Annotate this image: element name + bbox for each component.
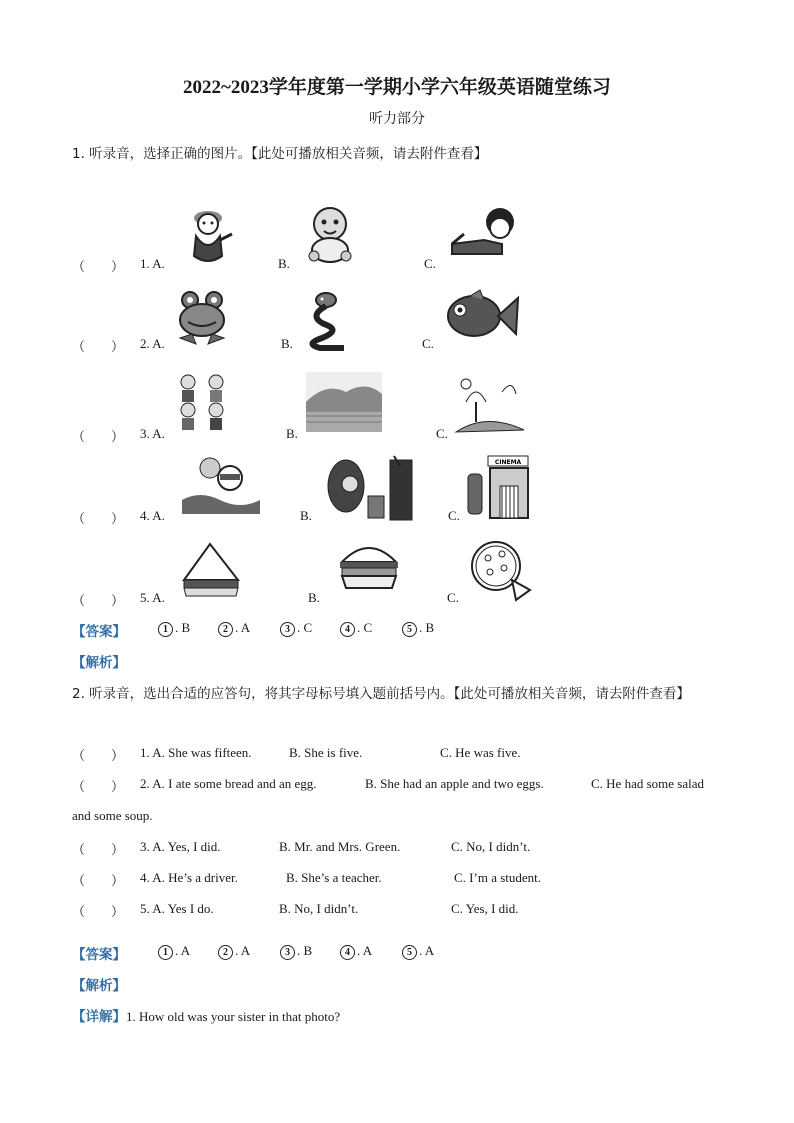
q2-row-1-a: 1. A. She was fifteen. xyxy=(140,745,252,760)
answer-blank[interactable]: （ ） xyxy=(72,593,125,608)
analysis-label: 【解析】 xyxy=(72,655,126,671)
circled-number: 1 xyxy=(158,622,173,637)
answer-item xyxy=(402,943,434,960)
answer-value: . A xyxy=(357,943,373,958)
q2-row-2-c: C. He had some salad xyxy=(591,776,705,791)
page-title: 2022~2023学年度第一学期小学六年级英语随堂练习 xyxy=(183,77,611,98)
answer-value: . A xyxy=(175,943,191,958)
q2-row-3-a: 3. A. Yes, I did. xyxy=(140,839,221,854)
snake-icon xyxy=(300,290,352,357)
question-2-prompt: 2. 听录音，选出合适的应答句，将其字母标号填入题前括号内。【此处可播放相关音频，请去附件查看】 xyxy=(72,686,690,702)
answer-label: 【答案】 xyxy=(72,624,126,640)
q1-row-4-b: B. xyxy=(300,508,312,523)
answer-item xyxy=(402,620,434,637)
answer-item xyxy=(218,620,250,637)
q2-row-2-continuation: and some soup. xyxy=(72,808,153,823)
circled-number: 2 xyxy=(218,622,233,637)
answer-item xyxy=(158,620,190,637)
children-playing-icon xyxy=(172,372,234,437)
detail-label: 【详解】 xyxy=(72,1009,126,1025)
answer-value: . B xyxy=(419,620,435,635)
answer-item xyxy=(280,943,312,960)
cinema-icon xyxy=(466,456,532,523)
lake-scene-icon xyxy=(446,372,528,441)
answer-blank[interactable]: （ ） xyxy=(72,873,125,888)
hamburger-icon xyxy=(338,540,400,597)
frog-icon xyxy=(176,290,228,353)
answer-blank[interactable]: （ ） xyxy=(72,429,125,444)
q2-row-2-a: 2. A. I ate some bread and an egg. xyxy=(140,776,317,791)
answer-item xyxy=(340,620,372,637)
q1-row-4-a: 4. A. xyxy=(140,508,165,523)
q1-row-5-b: B. xyxy=(308,590,320,605)
answer-item xyxy=(218,943,250,960)
circled-number: 2 xyxy=(218,945,233,960)
answer-label: 【答案】 xyxy=(72,947,126,963)
fish-icon xyxy=(444,290,520,347)
q2-row-4-a: 4. A. He’s a driver. xyxy=(140,870,238,885)
answer-blank[interactable]: （ ） xyxy=(72,842,125,857)
q1-row-3-a: 3. A. xyxy=(140,426,165,441)
question-1-prompt: 1. 听录音，选择正确的图片。【此处可播放相关音频，请去附件查看】 xyxy=(72,146,488,162)
q1-row-1-b: B. xyxy=(278,256,290,271)
landscape-photo-icon xyxy=(306,372,382,437)
q2-row-3-b: B. Mr. and Mrs. Green. xyxy=(279,839,401,854)
answer-value: . B xyxy=(297,943,313,958)
boy-swimming-icon xyxy=(180,456,262,519)
q2-row-5-b: B. No, I didn’t. xyxy=(279,901,359,916)
q1-row-5-c: C. xyxy=(447,590,459,605)
boy-lying-icon xyxy=(444,204,526,267)
q2-row-3-c: C. No, I didn’t. xyxy=(451,839,531,854)
q2-row-1-c: C. He was five. xyxy=(440,745,521,760)
q1-row-1-a: 1. A. xyxy=(140,256,165,271)
q1-row-2-c: C. xyxy=(422,336,434,351)
q2-row-5-a: 5. A. Yes I do. xyxy=(140,901,214,916)
circled-number: 4 xyxy=(340,622,355,637)
sandwich-icon xyxy=(180,540,242,603)
circled-number: 5 xyxy=(402,622,417,637)
q1-row-4-c: C. xyxy=(448,508,460,523)
q2-row-5 xyxy=(72,901,124,920)
answer-value: . A xyxy=(235,943,251,958)
q1-row-3-b: B. xyxy=(286,426,298,441)
q2-row-3 xyxy=(72,839,124,858)
monkey-building-icon xyxy=(324,456,416,527)
q2-row-1 xyxy=(72,745,124,764)
answer-blank[interactable]: （ ） xyxy=(72,904,125,919)
circled-number: 5 xyxy=(402,945,417,960)
circled-number: 3 xyxy=(280,945,295,960)
circled-number: 1 xyxy=(158,945,173,960)
svg-text:CINEMA: CINEMA xyxy=(494,459,522,466)
q2-row-2 xyxy=(72,776,124,795)
pizza-icon xyxy=(470,540,532,607)
section-heading: 听力部分 xyxy=(369,111,425,127)
q2-row-5-c: C. Yes, I did. xyxy=(451,901,519,916)
q1-row-2-a: 2. A. xyxy=(140,336,165,351)
q1-row-5-a: 5. A. xyxy=(140,590,165,605)
boy-with-hat-icon xyxy=(178,204,240,271)
answer-value: . C xyxy=(297,620,313,635)
q1-row-2-b: B. xyxy=(281,336,293,351)
answer-value: . A xyxy=(419,943,435,958)
answer-value: . B xyxy=(175,620,191,635)
q2-row-1-b: B. She is five. xyxy=(289,745,363,760)
q2-row-2-b: B. She had an apple and two eggs. xyxy=(365,776,544,791)
circled-number: 3 xyxy=(280,622,295,637)
answer-value: . C xyxy=(357,620,373,635)
detail-text: 1. How old was your sister in that photo? xyxy=(126,1009,341,1024)
answer-blank[interactable]: （ ） xyxy=(72,748,125,763)
q1-row-1-c: C. xyxy=(424,256,436,271)
baby-icon xyxy=(300,204,362,271)
q2-row-4-b: B. She’s a teacher. xyxy=(286,870,382,885)
q2-row-4-c: C. I’m a student. xyxy=(454,870,542,885)
answer-item xyxy=(280,620,312,637)
answer-item xyxy=(340,943,372,960)
detail-line xyxy=(72,1005,340,1025)
answer-item xyxy=(158,943,190,960)
answer-value: . A xyxy=(235,620,251,635)
circled-number: 4 xyxy=(340,945,355,960)
q1-row-3-c: C. xyxy=(436,426,448,441)
answer-blank[interactable]: （ ） xyxy=(72,779,125,794)
answer-blank[interactable]: （ ） xyxy=(72,339,125,354)
analysis-label: 【解析】 xyxy=(72,978,126,994)
answer-blank[interactable]: （ ） xyxy=(72,259,125,274)
q2-row-4 xyxy=(72,870,124,889)
answer-blank[interactable]: （ ） xyxy=(72,511,125,526)
